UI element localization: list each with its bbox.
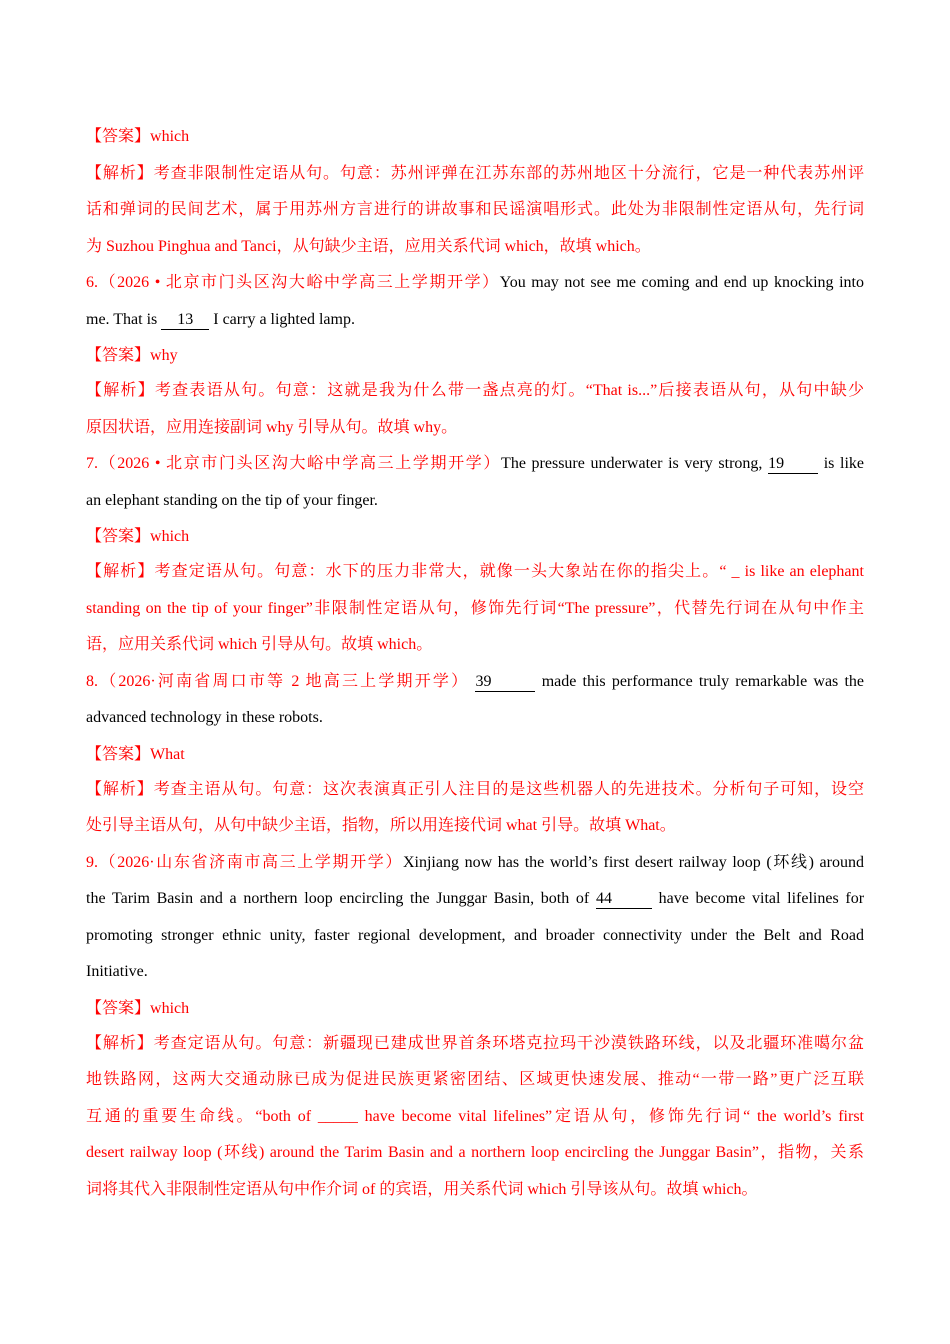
answer-tag: 【答案】 xyxy=(86,745,151,763)
answer-blank: 39 xyxy=(475,673,535,692)
q7-answer xyxy=(86,522,864,557)
q9-answer xyxy=(86,994,864,1029)
q8-analysis-line-1: 【解析】考查主语从句。句意：这次表演真正引人注目的是这些机器人的先进技术。分析句子可知，设空 xyxy=(86,780,864,798)
answer-value: What xyxy=(150,745,185,763)
answer-tag: 【答案】 xyxy=(86,347,151,364)
q6-analysis-line-1: 【解析】考查表语从句。句意：这就是我为什么带一盏点亮的灯。“That is...”后接表语从句，从句中缺少 xyxy=(86,382,864,399)
q9-analysis-line-2: 地铁路网，这两大交通动脉已成为促进民族更紧密团结、区域更快速发展、推动“一带一路”更广泛互联 xyxy=(86,1071,864,1088)
q9-stem-line-4: Initiative. xyxy=(86,963,148,980)
q7-stem-line-2: an elephant standing on the tip of your finger. xyxy=(86,491,378,509)
answer-value: why xyxy=(150,347,178,364)
q5-analysis-line-1: 【解析】考查非限制性定语从句。句意：苏州评弹在江苏东部的苏州地区十分流行，它是一种代表苏州评 xyxy=(86,164,864,182)
answer-value: which xyxy=(150,128,190,145)
q9-analysis-line-4: desert railway loop (环线) around the Tarim Basin and a northern loop encircling the Junggar Basin”，指物，关系 xyxy=(86,1144,864,1161)
q6-analysis-line-2: 原因状语，应用连接副词 why 引导从句。故填 why。 xyxy=(86,418,458,436)
analysis-tag: 【解析】 xyxy=(86,382,155,399)
analysis-tag: 【解析】 xyxy=(86,563,155,580)
q8-analysis-line-2: 处引导主语从句，从句中缺少主语，指物，所以用连接代词 what 引导。故填 What。 xyxy=(86,817,676,834)
answer-value: which xyxy=(150,999,190,1017)
document-page xyxy=(86,122,864,1211)
question-number: 9. xyxy=(86,853,98,871)
question-source: （2026·河南省周口市等 2 地高三上学期开学） xyxy=(98,672,470,690)
q6-answer xyxy=(86,341,864,376)
q5-analysis-line-2: 话和弹词的民间艺术，属于用苏州方言进行的讲故事和民谣演唱形式。此处为非限制性定语从句，先行词 xyxy=(86,201,864,218)
question-number: 7. xyxy=(86,455,98,472)
q9-analysis-line-5: 词将其代入非限制性定语从句中作介词 of 的宾语，用关系代词 which 引导该从句。故填 which。 xyxy=(86,1180,758,1198)
q7-analysis-line-3: 语，应用关系代词 which 引导从句。故填 which。 xyxy=(86,636,433,653)
answer-tag: 【答案】 xyxy=(86,999,151,1017)
q9-stem-line-2: the Tarim Basin and a northern loop encircling the Junggar Basin, both of 44 have become vital lifelines for xyxy=(86,890,865,907)
answer-tag: 【答案】 xyxy=(86,528,151,545)
question-source: （2026 • 北京市门头区沟大峪中学高三上学期开学） xyxy=(98,274,500,291)
q6-stem-line-2: me. That is 13 I carry a lighted lamp. xyxy=(86,310,355,328)
q9-analysis-line-1: 【解析】考查定语从句。句意：新疆现已建成世界首条环塔克拉玛干沙漠铁路环线，以及北疆环准噶尔盆 xyxy=(86,1034,864,1052)
q7-stem-line-1: 7.（2026 • 北京市门头区沟大峪中学高三上学期开学）The pressure underwater is very strong, 19 is like xyxy=(86,455,865,472)
q8-stem-line-2: advanced technology in these robots. xyxy=(86,709,323,726)
q7-analysis-line-2: standing on the tip of your finger”非限制性定语从句，修饰先行词“The pressure”，代替先行词在从句中作主 xyxy=(86,599,864,617)
q5-answer xyxy=(86,122,864,159)
q9-stem-line-3: promoting stronger ethnic unity, faster regional development, and broader connectivity under the Belt and Road xyxy=(86,926,864,944)
q7-analysis-line-1: 【解析】考查定语从句。句意：水下的压力非常大，就像一头大象站在你的指尖上。“ _ is like an elephant xyxy=(86,563,864,580)
q8-stem-line-1: 8.（2026·河南省周口市等 2 地高三上学期开学） 39 made this performance truly remarkable was the xyxy=(86,672,865,690)
answer-blank: 44 xyxy=(596,890,652,909)
question-number: 6. xyxy=(86,274,98,291)
analysis-tag: 【解析】 xyxy=(86,780,154,798)
q8-answer xyxy=(86,740,864,775)
question-number: 8. xyxy=(86,672,98,690)
q6-stem-line-1: 6.（2026 • 北京市门头区沟大峪中学高三上学期开学）You may not see me coming and end up knocking into xyxy=(86,274,864,291)
q9-analysis-line-3: 互通的重要生命线。“both of _____ have become vital lifelines”定语从句，修饰先行词“ the world’s first xyxy=(86,1107,864,1125)
answer-blank: 13 xyxy=(161,311,209,330)
question-source: （2026 • 北京市门头区沟大峪中学高三上学期开学） xyxy=(98,455,502,472)
analysis-tag: 【解析】 xyxy=(86,1034,154,1052)
answer-tag: 【答案】 xyxy=(86,128,151,145)
analysis-tag: 【解析】 xyxy=(86,164,154,182)
answer-blank: 19 xyxy=(768,455,818,474)
q5-analysis-line-3: 为 Suzhou Pinghua and Tanci，从句缺少主语，应用关系代词 which，故填 which。 xyxy=(86,237,651,255)
question-source: （2026·山东省济南市高三上学期开学） xyxy=(98,853,403,871)
answer-value: which xyxy=(150,528,190,545)
q9-stem-line-1: 9.（2026·山东省济南市高三上学期开学）Xinjiang now has the world’s first desert railway loop (环线) around xyxy=(86,853,864,871)
